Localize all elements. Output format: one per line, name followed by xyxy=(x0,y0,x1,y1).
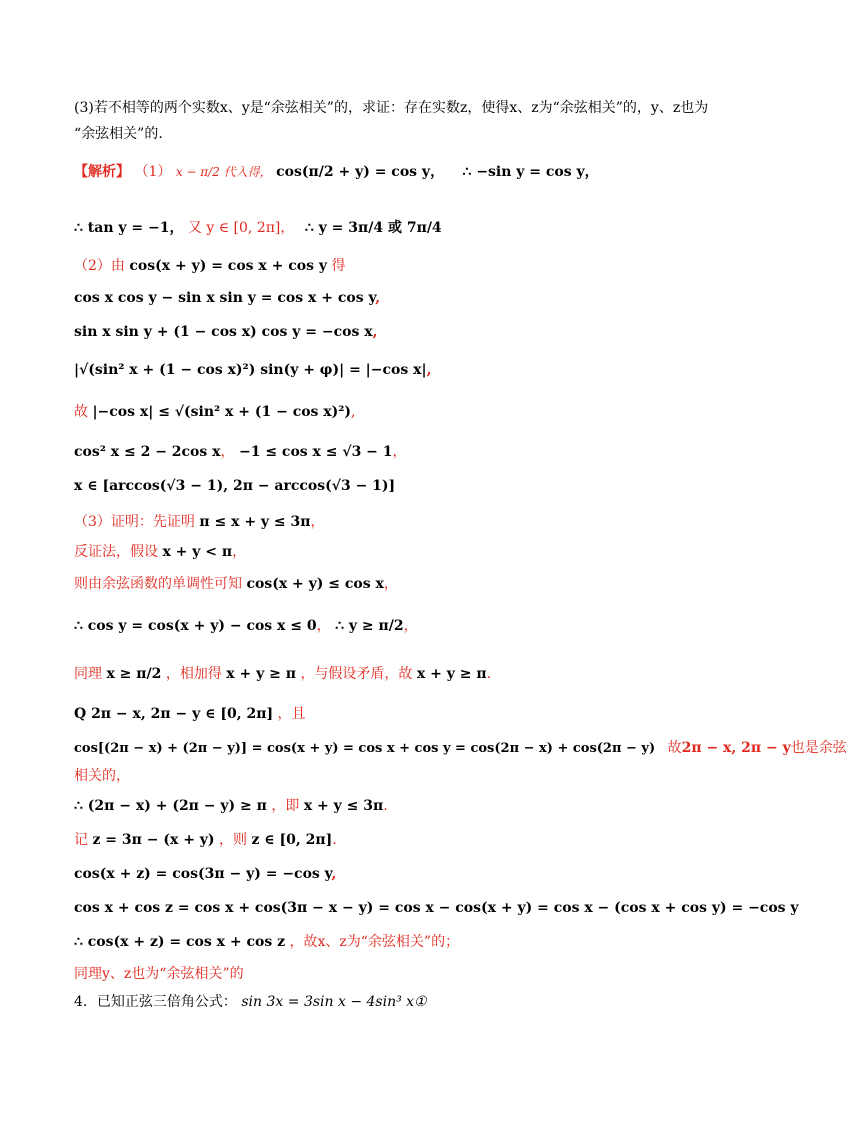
equation: cos(x + y) = cos x + cos y xyxy=(129,258,328,274)
red-text: 记 xyxy=(74,832,88,848)
solution-part-2-line-1 xyxy=(74,256,740,276)
red-text: ，且 xyxy=(277,706,306,722)
equation: ∴ cos y = cos(x + y) − cos x ≤ 0 xyxy=(74,618,317,634)
solution-part-3-line-1: （3）证明：先证明 π ≤ x + y ≤ 3π， xyxy=(74,514,325,530)
equation-line: cos x cos y − sin x sin y = cos x + cos y, xyxy=(74,290,381,306)
equation: ∴ (2π − x) + (2π − y) ≥ π xyxy=(74,798,267,814)
part-1-label: （1） xyxy=(134,164,172,180)
equation: ∴ cos(x + z) = cos x + cos z xyxy=(74,934,286,950)
solution-part-1-line-1 xyxy=(74,162,740,182)
proof-line: 同理y、z也为“余弦相关”的 xyxy=(74,966,244,982)
proof-line: 反证法，假设 x + y < π， xyxy=(74,544,247,560)
proof-line: 同理 x ≥ π/2 ，相加得 x + y ≥ π ，与假设矛盾，故 x + y ≥ π. xyxy=(74,666,492,682)
red-text: 也是余弦 xyxy=(790,740,847,756)
equation-line: |√(sin² x + (1 − cos x)²) sin(y + φ)| = |−cos x|, xyxy=(74,362,432,378)
solution-part-1-line-2 xyxy=(74,218,740,238)
equation: cos[(2π − x) + (2π − y)] = cos(x + y) = cos x + cos y = cos(2π − x) + cos(2π − y) xyxy=(74,741,656,756)
equation: π ≤ x + y ≤ 3π xyxy=(199,514,311,530)
equation: ∴ −sin y = cos y， xyxy=(462,164,599,180)
red-text: （2）由 xyxy=(74,258,125,274)
proof-line: ∴ cos y = cos(x + y) − cos x ≤ 0， ∴ y ≥ π/2， xyxy=(74,618,418,634)
red-text: 则由余弦函数的单调性可知 xyxy=(74,576,242,592)
red-text: 得 xyxy=(331,258,346,274)
question-4-line: 4．已知正弦三倍角公式： sin 3x = 3sin x − 4sin³ x① xyxy=(74,994,427,1010)
red-text: 故 xyxy=(667,740,682,756)
equation: ∴ y = 3π/4 或 7π/4 xyxy=(304,220,442,236)
red-text: 故 xyxy=(74,404,88,420)
red-text: ，与假设矛盾，故 xyxy=(300,666,413,682)
equation: z = 3π − (x + y) xyxy=(92,832,215,848)
question-3-line-1: (3)若不相等的两个实数x、y是“余弦相关”的，求证：存在实数z，使得x、z为“余弦相关”的，y、z也为 xyxy=(74,100,709,116)
substitution-text: x − π/2 代入得， xyxy=(175,165,272,179)
red-text: ，即 xyxy=(271,798,300,814)
red-text: ，则 xyxy=(219,832,248,848)
equation: z ∈ [0, 2π] xyxy=(251,832,333,848)
equation: x + y < π xyxy=(162,544,233,560)
equation: cos² x ≤ 2 − 2cos x xyxy=(74,444,221,460)
equation: 2π − x, 2π − y xyxy=(681,740,791,756)
equation-line: x ∈ [arccos(√3 − 1), 2π − arccos(√3 − 1)] xyxy=(74,478,396,494)
question-3-line-2: “余弦相关”的. xyxy=(74,126,163,142)
equation: x + y ≥ π xyxy=(416,666,487,682)
red-text: （3）证明：先证明 xyxy=(74,514,195,530)
proof-line xyxy=(74,704,740,724)
equation: ∴ tan y = −1， xyxy=(74,220,184,236)
equation: −1 ≤ cos x ≤ √3 − 1 xyxy=(238,444,393,460)
equation: x + y ≤ 3π xyxy=(303,798,384,814)
proof-line: 记 z = 3π − (x + y) ，则 z ∈ [0, 2π]. xyxy=(74,832,337,848)
equation: cos(x + y) ≤ cos x xyxy=(246,576,384,592)
equation: x + y ≥ π xyxy=(226,666,296,682)
proof-line: cos x + cos z = cos x + cos(3π − x − y) = cos x − cos(x + y) = cos x − (cos x + cos y) = −cos y xyxy=(74,900,799,916)
proof-line xyxy=(74,738,847,759)
equation: x ≥ π/2 xyxy=(106,666,162,682)
equation: ∴ y ≥ π/2 xyxy=(335,618,404,634)
equation-line: sin x sin y + (1 − cos x) cos y = −cos x, xyxy=(74,324,378,340)
equation-line: cos² x ≤ 2 − 2cos x， −1 ≤ cos x ≤ √3 − 1， xyxy=(74,444,407,460)
solution-tag: 【解析】 xyxy=(74,164,130,180)
red-text: 同理 xyxy=(74,666,102,682)
red-text: ，故x、z为“余弦相关”的； xyxy=(289,934,460,950)
proof-line: 则由余弦函数的单调性可知 cos(x + y) ≤ cos x， xyxy=(74,576,398,592)
red-text: ，相加得 xyxy=(165,666,222,682)
red-text: 又 y ∈ [0, 2π]， xyxy=(187,220,295,236)
proof-line: ∴ (2π − x) + (2π − y) ≥ π ，即 x + y ≤ 3π. xyxy=(74,798,388,814)
equation: cos(π/2 + y) = cos y， xyxy=(276,164,445,180)
equation: Q 2π − x, 2π − y ∈ [0, 2π] xyxy=(74,706,274,722)
proof-line: 相关的， xyxy=(74,768,130,784)
red-text: 反证法，假设 xyxy=(74,544,158,560)
equation: sin 3x = 3sin x − 4sin³ x① xyxy=(241,994,427,1010)
proof-line: cos(x + z) = cos(3π − y) = −cos y, xyxy=(74,866,337,882)
proof-line xyxy=(74,932,740,952)
equation: |−cos x| ≤ √(sin² x + (1 − cos x)²) xyxy=(92,404,352,420)
equation-line: 故 |−cos x| ≤ √(sin² x + (1 − cos x)²), xyxy=(74,404,356,420)
